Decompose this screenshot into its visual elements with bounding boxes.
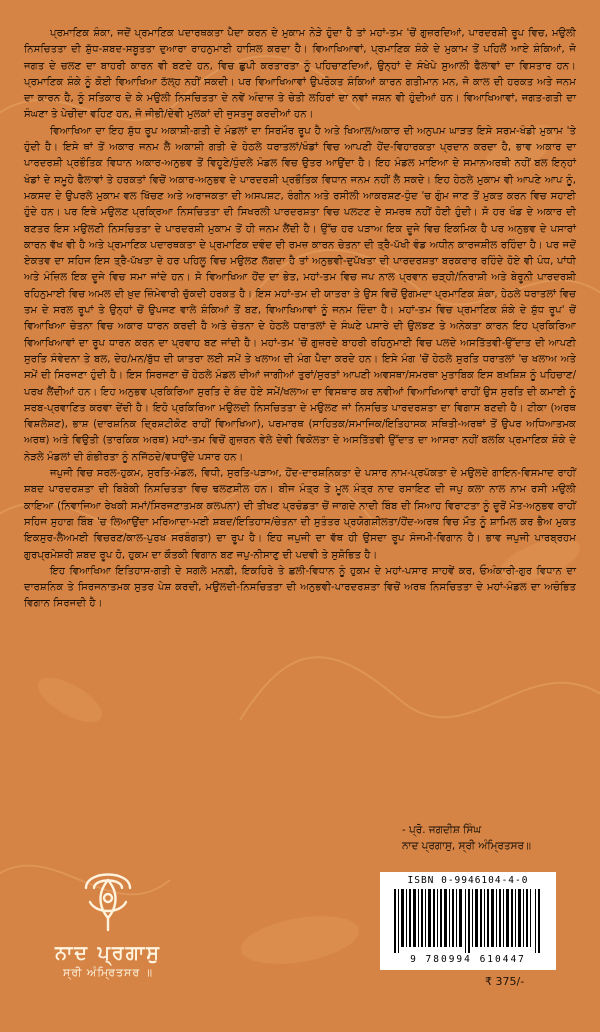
isbn-barcode [380,872,556,970]
price-label: ₹ 375/- [485,975,525,988]
blurb-text [24,26,576,613]
isbn-label: ISBN 0-9946104-4-0 [407,875,529,886]
barcode-bars [394,889,542,953]
author-name: - ਪ੍ਰੋ. ਜਗਦੀਸ਼ ਸਿੰਘ [402,824,482,836]
publisher-emblem-icon [68,858,148,938]
author-signature [402,822,531,854]
publisher-name: ਨਾਦ ਪ੍ਰਗਾਸੁ [55,942,161,964]
publisher-city: ਸ੍ਰੀ ਅੰਮ੍ਰਿਤਸਰ ॥ [62,966,154,979]
paragraph-1: ਪ੍ਰਮਾਣਿਕ ਸ਼ੰਕਾ, ਜਦੋਂ ਪ੍ਰਮਾਣਿਕ ਪਦਾਰਥਕਤਾ ਪੈਦਾ ਕਰਨ ਦੇ ਮੁਕਾਮ ਨੇੜੇ ਹੁੰਦਾ ਹੈ ਤਾਂ ਮਹਾਂ-ਤਮ 'ਚੋਂ ਗੁਜ਼ਰਦਿਆਂ, ਪਾਰਦਰਸ਼ੀ ਰੂਪ ਵਿਚ, ਮਉਲੀ ਨਿਸਚਿਤਤਾ ਦੀ ਸ਼ੁੱਧ-ਸ਼ਬਦ-ਸਬੂਤਤਾ ਦੁਆਰਾ ਰਾਹਨੁਮਾਈ ਹਾਸਿਲ ਕਰਦਾ ਹੈ। ਵਿਆਖਿਆਵਾਂ, ਪ੍ਰਮਾਣਿਕ ਸ਼ੰਕੇ ਦੇ ਮੁਕਾਮ ਤੋਂ ਪਹਿਲੋਂ ਆਏ ਸ਼ੰਕਿਆਂ, ਜੋ ਜਗਤ ਦੇ ਚਲਣ ਦਾ ਬਾਹਰੀ ਕਾਰਨ ਵੀ ਬਣਦੇ ਹਨ, ਵਿਚ ਛੁਪੀ ਕਰਤਾਰਤਾ ਨੂੰ ਪਹਿਚਾਣਦਿਆਂ, ਉਨ੍ਹਾਂ ਦੇ ਸੰਖੇਪੇ ਸੁਆਲੀ ਫੈਲਾਵਾਂ ਦਾ ਵਿਸਤਾਰ ਹਨ। ਪ੍ਰਮਾਣਿਕ ਸ਼ੰਕੇ ਨੂੰ ਕੋਈ ਵਿਆਖਿਆ ਠੱਲ੍ਹ ਨਹੀਂ ਸਕਦੀ। ਪਰ ਵਿਆਖਿਆਵਾਂ ਉਪਰੋਕਤ ਸ਼ੰਕਿਆਂ ਕਾਰਨ ਗਤੀਮਾਨ ਮਨ, ਜੋ ਕਾਲ ਦੀ ਹਰਕਤ ਅਤੇ ਜਨਮ ਦਾ ਕਾਰਨ ਹੈ, ਨੂੰ ਸਤਿਕਾਰ ਦੇ ਕੇ ਮਉਲੀ ਨਿਸਚਿਤਤਾ ਦੇ ਨਵੇਂ ਅੰਦਾਜ਼ ਤੇ ਚੇਤੀ ਲਹਿਰਾਂ ਦਾ ਨਵਾਂ ਜਸ਼ਨ ਵੀ ਹੁੰਦੀਆਂ ਹਨ। ਵਿਆਖਿਆਵਾਂ, ਜਗਤ-ਗਤੀ ਦਾ ਸੰਘਣਾ ਤੇ ਪੇਚੀਦਾ ਵਹਿਣ ਹਨ, ਜੋ ਜੀਭੀ/ਦੇਵੀ ਮੁਲਕਾਂ ਦੀ ਜੁਸਤਜੂ ਕਰਦੀਆਂ ਹਨ। [24,28,576,121]
paragraph-2: ਵਿਆਖਿਆ ਦਾ ਇਹ ਸ਼ੁੱਧ ਰੂਪ ਅਕਾਸ਼ੀ-ਗਤੀ ਦੇ ਮੰਡਲਾਂ ਦਾ ਸਿਰਮੌਰ ਰੂਪ ਹੈ ਅਤੇ ਖਿਆਲ/ਅਕਾਰ ਦੀ ਅਨੁਪਮ ਘਾੜਤ ਇਸੇ ਸਰਮ-ਖੰਡੀ ਮੁਕਾਮ 'ਤੇ ਹੁੰਦੀ ਹੈ। ਇਸੇ ਥਾਂ ਤੋਂ ਅਕਾਰ ਜਨਮ ਲੈ ਅਕਾਸ਼ੀ ਗਤੀ ਦੇ ਹੇਠਲੇ ਧਰਾਤਲਾਂ/ਖੰਡਾਂ ਵਿਚ ਆਪਣੀ ਹੋਂਦ-ਵਿਹਾਰਕਤਾ ਪ੍ਰਦਾਨ ਕਰਦਾ ਹੈ, ਭਾਵ ਅਕਾਰ ਦਾ ਪਾਰਦਰਸ਼ੀ ਪ੍ਰਭੌਤਿਕ ਵਿਧਾਨ ਅਕਾਰ-ਅਨੁਭਵ ਤੋਂ ਵਿਹੂਣੇ/ਧੁੰਦਲੇ ਮੰਡਲ ਵਿਚ ਉਤਰ ਆਉਂਦਾ ਹੈ। ਇਹ ਮੰਡਲ ਮਾਇਆ ਦੇ ਸਮਾਨਅਰਥੀ ਨਹੀਂ ਬਲ ਇਨ੍ਹਾਂ ਖੰਡਾਂ ਦੇ ਸਮੂਹੇ ਫੈਲਾਵਾਂ ਤੇ ਹਰਕਤਾਂ ਵਿਚੋਂ ਅਕਾਰ-ਅਨੁਭਵ ਦੇ ਪਾਰਦਰਸ਼ੀ ਪ੍ਰਭੌਤਿਕ ਵਿਧਾਨ ਜਨਮ ਨਹੀਂ ਲੈ ਸਕਦੇ। ਇਹ ਹੇਠਲੇ ਮੁਕਾਮ ਵੀ ਆਪਣੇ ਆਪ ਨੂੰ, ਮਕਸਦ ਦੇ ਉਪਰਲੇ ਮੁਕਾਮ ਵਲ ਖਿੱਚਣ ਅਤੇ ਅਰਾਜਕਤਾ ਦੀ ਅਸਪਸ਼ਟ, ਰੰਗੀਨ ਅਤੇ ਰਸੀਲੀ ਆਕਰਸ਼ਣ-ਧੁੰਦ 'ਚ ਗੁੰਮ ਜਾਣ ਤੋਂ ਮੁਕਤ ਕਰਨ ਵਿਚ ਸਹਾਈ ਹੁੰਦੇ ਹਨ। ਪਰ ਇਥੇ ਮਉਲਣ ਪ੍ਰਕ੍ਰਿਆ ਨਿਸਚਿਤਤਾ ਦੀ ਸਿਖਰਲੀ ਪਾਰਦਰਸ਼ਤਾ ਵਿਚ ਪਲਟਣ ਦੇ ਸਮਰਥ ਨਹੀਂ ਹੋਈ ਹੁੰਦੀ। ਸੋ ਹਰ ਖੰਡ ਦੇ ਅਕਾਰ ਦੀ ਬਣਤਰ ਇਸ ਮਉਲਣੀ ਨਿਸਚਿਤਤਾ ਦੇ ਪਾਰਦਰਸ਼ੀ ਮੁਕਾਮ ਤੋਂ ਹੀ ਜਨਮ ਲੈਂਦੀ ਹੈ। ਉੱਚ ਹਰ ਪੜਾਅ ਇਕ ਦੂਜੇ ਵਿਚ ਇਕਮਿਕ ਹੈ ਪਰ ਅਨੁਭਵ ਦੇ ਪਸਾਰਾਂ ਕਾਰਨ ਵੱਖ ਵੀ ਹੈ ਅਤੇ ਪ੍ਰਮਾਣਿਕ ਪਦਾਰਥਕਤਾ ਦੇ ਪ੍ਰਮਾਣਿਕ ਦਵੰਦ ਦੀ ਰਮਜ਼ ਕਾਰਨ ਚੇਤਨਾ ਦੀ ਤ੍ਰੈ-ਪੱਖੀ ਵੰਡ ਅਧੀਨ ਕਾਰਜਸ਼ੀਲ ਰਹਿੰਦਾ ਹੈ। ਪਰ ਜਦੋਂ ਏਕਤਵ ਦਾ ਸਹਿਜ ਇਸ ਤ੍ਰੈ-ਪੱਖਤਾ ਦੇ ਹਰ ਪਹਿਲੂ ਵਿਚ ਮਉਲਣ ਲੱਗਦਾ ਹੈ ਤਾਂ ਅਨੁਭਵੀ-ਦੁਪੱਖਤਾ ਦੀ ਪਾਰਦਰਸ਼ਤਾ ਬਰਕਰਾਰ ਰਹਿੰਦੇ ਹੋਏ ਵੀ ਪੰਧ, ਪਾਂਧੀ ਅਤੇ ਮੰਜ਼ਿਲ ਇਕ ਦੂਜੇ ਵਿਚ ਸਮਾ ਜਾਂਦੇ ਹਨ। ਸੋ ਵਿਆਖਿਆ ਹੋਂਦ ਦਾ ਭੇਤ, ਮਹਾਂ-ਤਮ ਵਿਚ ਜਪ ਨਾਲ ਪ੍ਰਵਾਨ ਚੜ੍ਹੀ/ਨਿਰਾਸ਼ੀ ਅਤੇ ਬੇਰੂਨੀ ਪਾਰਦਰਸ਼ੀ ਰਹਿਨੁਮਾਈ ਵਿਚ ਅਮਲ ਦੀ ਖ਼ੁਦ ਜ਼ਿੰਮੇਵਾਰੀ ਚੁੱਕਦੀ ਹਰਕਤ ਹੈ। ਇਸ ਮਹਾਂ-ਤਮ ਦੀ ਯਾਤਰਾ ਤੇ ਉਸ ਵਿਚੋਂ ਉਗਮਦਾ ਪ੍ਰਮਾਣਿਕ ਸ਼ੰਕਾ, ਹੇਠਲੇ ਧਰਾਤਲਾਂ ਵਿਚ ਤਮ ਦੇ ਸਰਲ ਰੂਪਾਂ ਤੇ ਉਨ੍ਹਾਂ ਚੋਂ ਉਪਜਣ ਵਾਲੇ ਸ਼ੰਕਿਆਂ ਤੋਂ ਬਣ, ਵਿਆਖਿਆਵਾਂ ਨੂੰ ਜਨਮ ਦਿੰਦਾ ਹੈ। ਮਹਾਂ-ਤਮ ਵਿਚ ਪ੍ਰਮਾਣਿਕ ਸ਼ੰਕੇ ਦੇ ਸ਼ੁੱਧ ਰੂਪ' ਚੋਂ ਵਿਆਖਿਆ ਚੇਤਨਾ ਵਿਚ ਅਕਾਰ ਧਾਰਨ ਕਰਦੀ ਹੈ ਅਤੇ ਚੇਤਨਾ ਦੇ ਹੇਠਲੇ ਧਰਾਤਲਾਂ ਦੇ ਸੰਘਣੇ ਪਸਾਰੇ ਦੀ ਉਲਝਣ ਤੇ ਅਨੇਕਤਾ ਕਾਰਨ ਇਹ ਪ੍ਰਕਿਰਿਆ ਵਿਆਖਿਆਵਾਂ ਦਾ ਰੂਪ ਧਾਰਨ ਕਰਨ ਦਾ ਪ੍ਰਵਾਹ ਬਣ ਜਾਂਦੀ ਹੈ। ਮਹਾਂ-ਤਮ 'ਚੋਂ ਗੁਜ਼ਰਦੇ ਬਾਹਰੀ ਰਹਿਨੁਮਾਈ ਵਿਚ ਪਲਦੇ ਅਸਤਿੱਤਵੀ-ਉੱਦਾਤ ਦੀ ਆਪਣੀ ਸੁਰਤਿ ਸੰਵੇਦਨਾ ਤੇ ਬਲ, ਦੇਹ/ਮਨ/ਬੁੱਧ ਦੀ ਯਾਤਰਾ ਲਈ ਸਮੇਂ ਤੇ ਖਲਾਅ ਦੀ ਮੰਗ ਪੈਦਾ ਕਰਦੇ ਹਨ। ਇਸੇ ਮੰਗ 'ਚੋਂ ਹੇਠਲੇ ਸੁਰਤਿ ਧਰਾਤਲਾਂ 'ਚ ਖਲਾਅ ਅਤੇ ਸਮੇਂ ਦੀ ਸਿਰਜਣਾ ਹੁੰਦੀ ਹੈ। ਇਸ ਸਿਰਜਣਾ ਚੋਂ ਹੇਠਲੇ ਮੰਡਲ ਦੀਆਂ ਜਾਗੀਆਂ ਤੁਰਾਂ/ਸੁਰਤਾਂ ਆਪਣੀ ਅਵਸਥਾ/ਸਮਰਥਾ ਮੁਤਾਬਿਕ ਇਸ ਬਖ਼ਸ਼ਿਸ਼ ਨੂੰ ਪਹਿਚਾਣ/ਪਰਖ ਲੈਂਦੀਆਂ ਹਨ। ਇਹ ਅਨੁਭਵ ਪ੍ਰਕਿਰਿਆ ਸੁਰਤਿ ਦੇ ਬੰਦ ਹੋਏ ਸਮੇਂ/ਖਲਾਅ ਦਾ ਵਿਸਥਾਰ ਕਰ ਨਵੀਆਂ ਵਿਆਖਿਆਵਾਂ ਰਾਹੀਂ ਉਸ ਸੁਰਤਿ ਦੀ ਕਮਾਈ ਨੂੰ ਸਰਬ-ਪ੍ਰਵਾਣਿਤ ਕਰਵਾ ਦੇਂਦੀ ਹੈ। ਇਹੋ ਪ੍ਰਕਿਰਿਆ ਮਉਲਦੀ ਨਿਸਚਿਤਤਾ ਦੇ ਮਉਲਣ ਜਾਂ ਨਿਸਚਿਤ ਪਾਰਦਰਸ਼ਤਾ ਦਾ ਵਿਗਾਸ ਬਣਦੀ ਹੈ। ਟੀਕਾ (ਅਰਥ ਵਿਸ਼ਲੇਸ਼ਣ), ਭਾਸ਼ (ਦਾਰਸ਼ਨਿਕ ਦ੍ਰਿਸ਼ਟੀਕੋਣ ਰਾਹੀਂ ਵਿਆਖਿਆ), ਪਰਮਾਰਥ (ਸਾਹਿਤਕ/ਸਮਾਜਿਕ/ਇਤਿਹਾਸਕ ਸਥਿਤੀ-ਅਰਥਾਂ ਤੋਂ ਉਪਰ ਅਧਿਆਤਮਕ ਅਰਥ) ਅਤੇ ਵਿਉਤੀ (ਤਾਰਕਿਕ ਅਰਥ) ਮਹਾਂ-ਤਮ ਵਿਚੋਂ ਗੁਜ਼ਰਨ ਵੇਲੇ ਦੇਵੀ ਵਿਕੋਲਤਾ ਦੇ ਅਸਤਿੱਤਵੀ ਉੱਦਾਤ ਦਾ ਆਸਰਾ ਨਹੀਂ ਬਲਕਿ ਪ੍ਰਮਾਣਿਕ ਸ਼ੰਕੇ ਦੇ ਨੇੜਲੇ ਮੰਡਲਾਂ ਦੀ ਗੰਭੀਰਤਾ ਨੂੰ ਨਜਿੱਠਦੇ/ਵਧਾਉਂਦੇ ਪਸਾਰ ਹਨ। [24,125,576,463]
barcode-digits: 9 780994 610447 [410,954,526,965]
paragraph-4: ਇਹ ਵਿਆਖਿਆ ਇਤਿਹਾਸ-ਗਤੀ ਦੇ ਸਗਲੇ ਮਨਫ਼ੀ, ਇਕਹਿਰੇ ਤੇ ਛਲੀ-ਵਿਧਾਨ ਨੂੰ ਹੁਕਮ ਦੇ ਮਹਾਂ-ਪਸਾਰ ਸਾਹਵੇਂ ਕਰ, ਓਅੰਕਾਰੀ-ਗੁਰ ਵਿਧਾਨ ਦਾ ਦਾਰਸ਼ਨਿਕ ਤੇ ਸਿਰਜਨਾਤਮਕ ਸੁਤਰ ਪੇਸ਼ ਕਰਦੀ, ਮਉਲਦੀ-ਨਿਸਚਿਤਤਾ ਦੀ ਅਨੁਭਵੀ-ਪਾਰਦਰਸ਼ਤਾ ਵਿਚੋਂ ਅਰਥ ਨਿਸਚਿਤਤਾ ਦੇ ਮਹਾਂ-ਮੰਡਲ ਦਾ ਅਚੰਭਿਤ ਵਿਗਾਨ ਸਿਰਜਦੀ ਹੈ। [24,565,576,610]
paragraph-3: ਜਪੁਜੀ ਵਿਚ ਸਰਲ-ਹੁਕਮ, ਸੁਰਤਿ-ਮੰਡਲ, ਵਿਧੀ, ਸੁਰਤਿ-ਪੜਾਅ, ਹੋਂਦ-ਦਾਰਸ਼ਨਿਕਤਾ ਦੇ ਪਸਾਰ ਨਾਮ-ਪ੍ਰਪੱਕਤਾ ਦੇ ਮਉਲਦੇ ਗਾਇਨ-ਵਿਸਮਾਦ ਰਾਹੀਂ ਸ਼ਬਦ ਪਾਰਦਰਸ਼ਤਾ ਦੀ ਬਿਬੇਕੀ ਨਿਸਚਿਤਤਾ ਵਿਚ ਢਲਣਸ਼ੀਲ ਹਨ। ਬੀਜ ਮੰਤ੍ਰ ਤੇ ਮੂਲ ਮੰਤ੍ਰ ਨਾਦ ਰਸਾਇਣ ਦੀ ਜਪੁ ਕਲਾ ਨਾਲ ਨਾਮ ਰਸੀ ਮਉਲੀ ਕਾਇਆ (ਨਿਵਾਜਿਆ ਰੇਖਕੀ ਸਮਾਂ/ਸਿਰਜਣਾਤਮਕ ਕਲਪਨਾ) ਦੀ ਤੀਖਣ ਪ੍ਰਚੰਡਤਾ ਚੋਂ ਜਾਗਦੇ ਨਾਦੀ ਬਿੰਬ ਦੀ ਸਿਆਹ ਵਿਰਾਟਤਾ ਨੂੰ ਦੂਰੋਂ ਮੋਤ-ਅਨੁਭਵ ਰਾਹੀਂ ਸਹਿਜ ਸੁਹਾਗ ਬਿੰਬ 'ਚ ਲਿਆਉਂਦਾ ਮਰਿਆਦਾ-ਮਈ ਸ਼ਬਦ/ਇਤਿਹਾਸ/ਚੇਤਨਾ ਦੀ ਸੁਤੰਤਰ ਪ੍ਰਯੋਗਸ਼ੀਲਤਾ/ਹੋਂਦ-ਅਰਥ ਵਿਚ ਮੌਤ ਨੂੰ ਸ਼ਾਮਿਲ ਕਰ ਭੈਅ ਮੁਕਤ ਇਕਸੁਰ-ਲੈਅਮਈ ਵਿਚਰਣ/ਕਾਲ-ਪੁਰਖ ਸਰਬੰਗਤਾ) ਦਾ ਰੂਪ ਹੈ। ਇਹ ਜਪੁਜੀ ਦਾ ਵੱਥ ਹੀ ਉਸਦਾ ਰੂਪ ਸੰਜਮੀ-ਵਿਗਾਨ ਹੈ। ਭਾਵ ਜਪੁਜੀ ਪਾਰਬ੍ਰਹਮ ਗੁਰਪ੍ਰਮੇਸ਼ਰੀ ਸ਼ਬਦ ਰੂਪ ਹੋ, ਹੁਕਮ ਦਾ ਕੌਤਕੀ ਵਿਗਾਨ ਬਣ ਜਪੁ-ਨੀਸਾਣੁ ਦੀ ਪਦਵੀ ਤੇ ਸੁਸ਼ੋਭਿਤ ਹੈ। [24,468,576,561]
publisher-logo [38,858,178,1008]
author-affiliation: ਨਾਦ ਪ੍ਰਗਾਸੁ, ਸ੍ਰੀ ਅੰਮ੍ਰਿਤਸਰ॥ [402,840,531,852]
